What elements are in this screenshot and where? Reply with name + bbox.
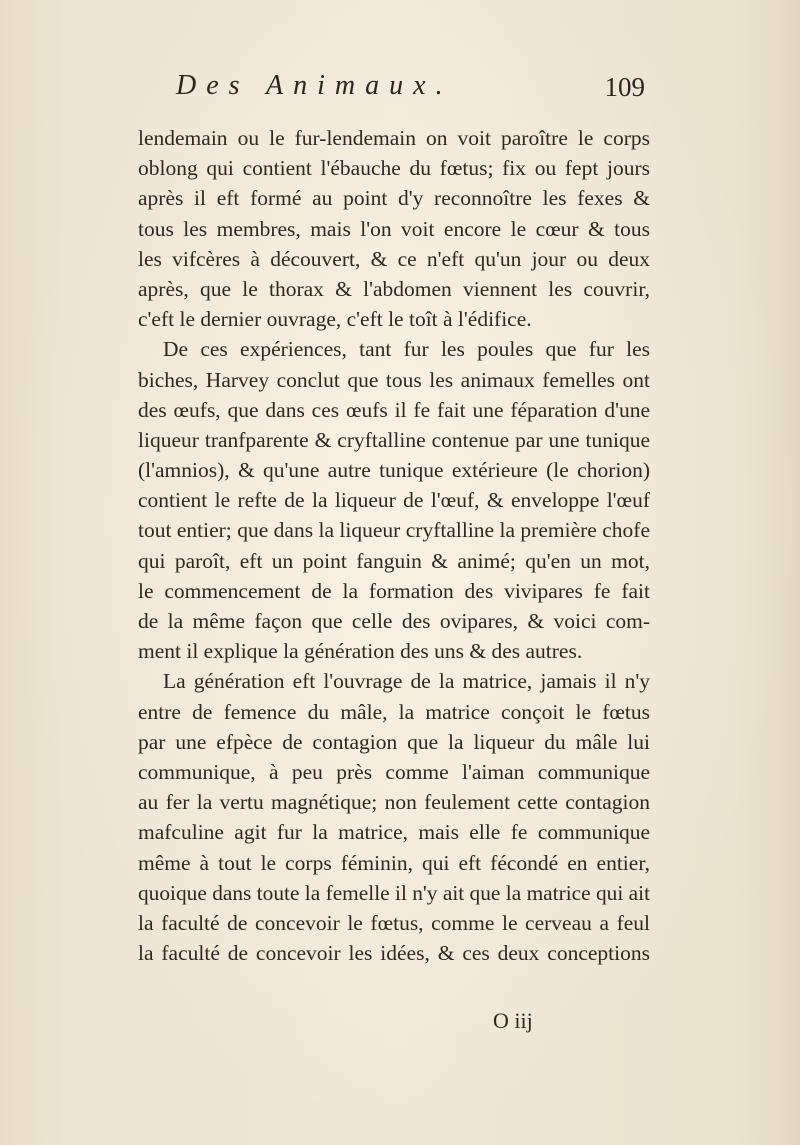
text-line: après, que le thorax & l'abdomen viennent les couvrir,: [138, 276, 650, 301]
text-line: les vifcères à découvert, & ce n'eft qu'un jour ou deux: [138, 246, 650, 271]
text-line: de la même façon que celle des ovipares, & voici com-: [138, 609, 650, 633]
text-line: oblong qui contient l'ébauche du fœtus; fix ou fept jours: [138, 156, 650, 181]
text-line: ment il explique la génération des uns & des autres.: [138, 639, 583, 664]
text-line: (l'amnios), & qu'une autre tunique extérieure (le chorion): [138, 458, 650, 483]
text-line: le commencement de la formation des vivipares fe fait: [138, 578, 650, 603]
text-line: mafculine agit fur la matrice, mais elle fe communique: [138, 820, 650, 845]
page-number: 109: [604, 72, 645, 102]
text-line: De ces expériences, tant fur les poules que fur les: [163, 337, 650, 362]
running-title: Des Animaux.: [176, 70, 453, 101]
text-line: tous les membres, mais l'on voit encore le cœur & tous: [138, 216, 650, 241]
text-line: c'eft le dernier ouvrage, c'eft le toît à l'édifice.: [138, 307, 532, 332]
signature-mark: O iij: [493, 1008, 533, 1033]
text-line: La génération eft l'ouvrage de la matrice, jamais il n'y: [163, 669, 650, 694]
text-line: même à tout le corps féminin, qui eft fécondé en entier,: [138, 850, 650, 875]
text-line: des œufs, que dans ces œufs il fe fait une féparation d'une: [138, 397, 650, 422]
text-line: contient le refte de la liqueur de l'œuf, & enveloppe l'œuf: [138, 488, 650, 513]
body-text: [138, 123, 650, 968]
text-line: lendemain ou le fur-lendemain on voit paroître le corps: [138, 126, 650, 150]
text-line: liqueur tranfparente & cryftalline contenue par une tunique: [138, 427, 650, 452]
page-header: [140, 70, 645, 110]
text-line: entre de femence du mâle, la matrice conçoit le fœtus: [138, 699, 650, 724]
text-line: qui paroît, eft un point fanguin & animé; qu'en un mot,: [138, 548, 650, 573]
text-line: par une efpèce de contagion que la liqueur du mâle lui: [138, 729, 650, 754]
text-line: après il eft formé au point d'y reconnoître les fexes &: [138, 186, 650, 211]
text-line: communique, à peu près comme l'aiman communique: [138, 759, 650, 784]
text-line: au fer la vertu magnétique; non feulement cette contagion: [138, 790, 650, 815]
text-line: quoique dans toute la femelle il n'y ait que la matrice qui ait: [138, 880, 650, 905]
text-line: la faculté de concevoir les idées, & ces deux conceptions: [138, 941, 650, 966]
text-line: la faculté de concevoir le fœtus, comme le cerveau a feul: [138, 910, 650, 935]
text-line: biches, Harvey conclut que tous les animaux femelles ont: [138, 367, 650, 392]
text-line: tout entier; que dans la liqueur cryftalline la première chofe: [138, 518, 650, 543]
